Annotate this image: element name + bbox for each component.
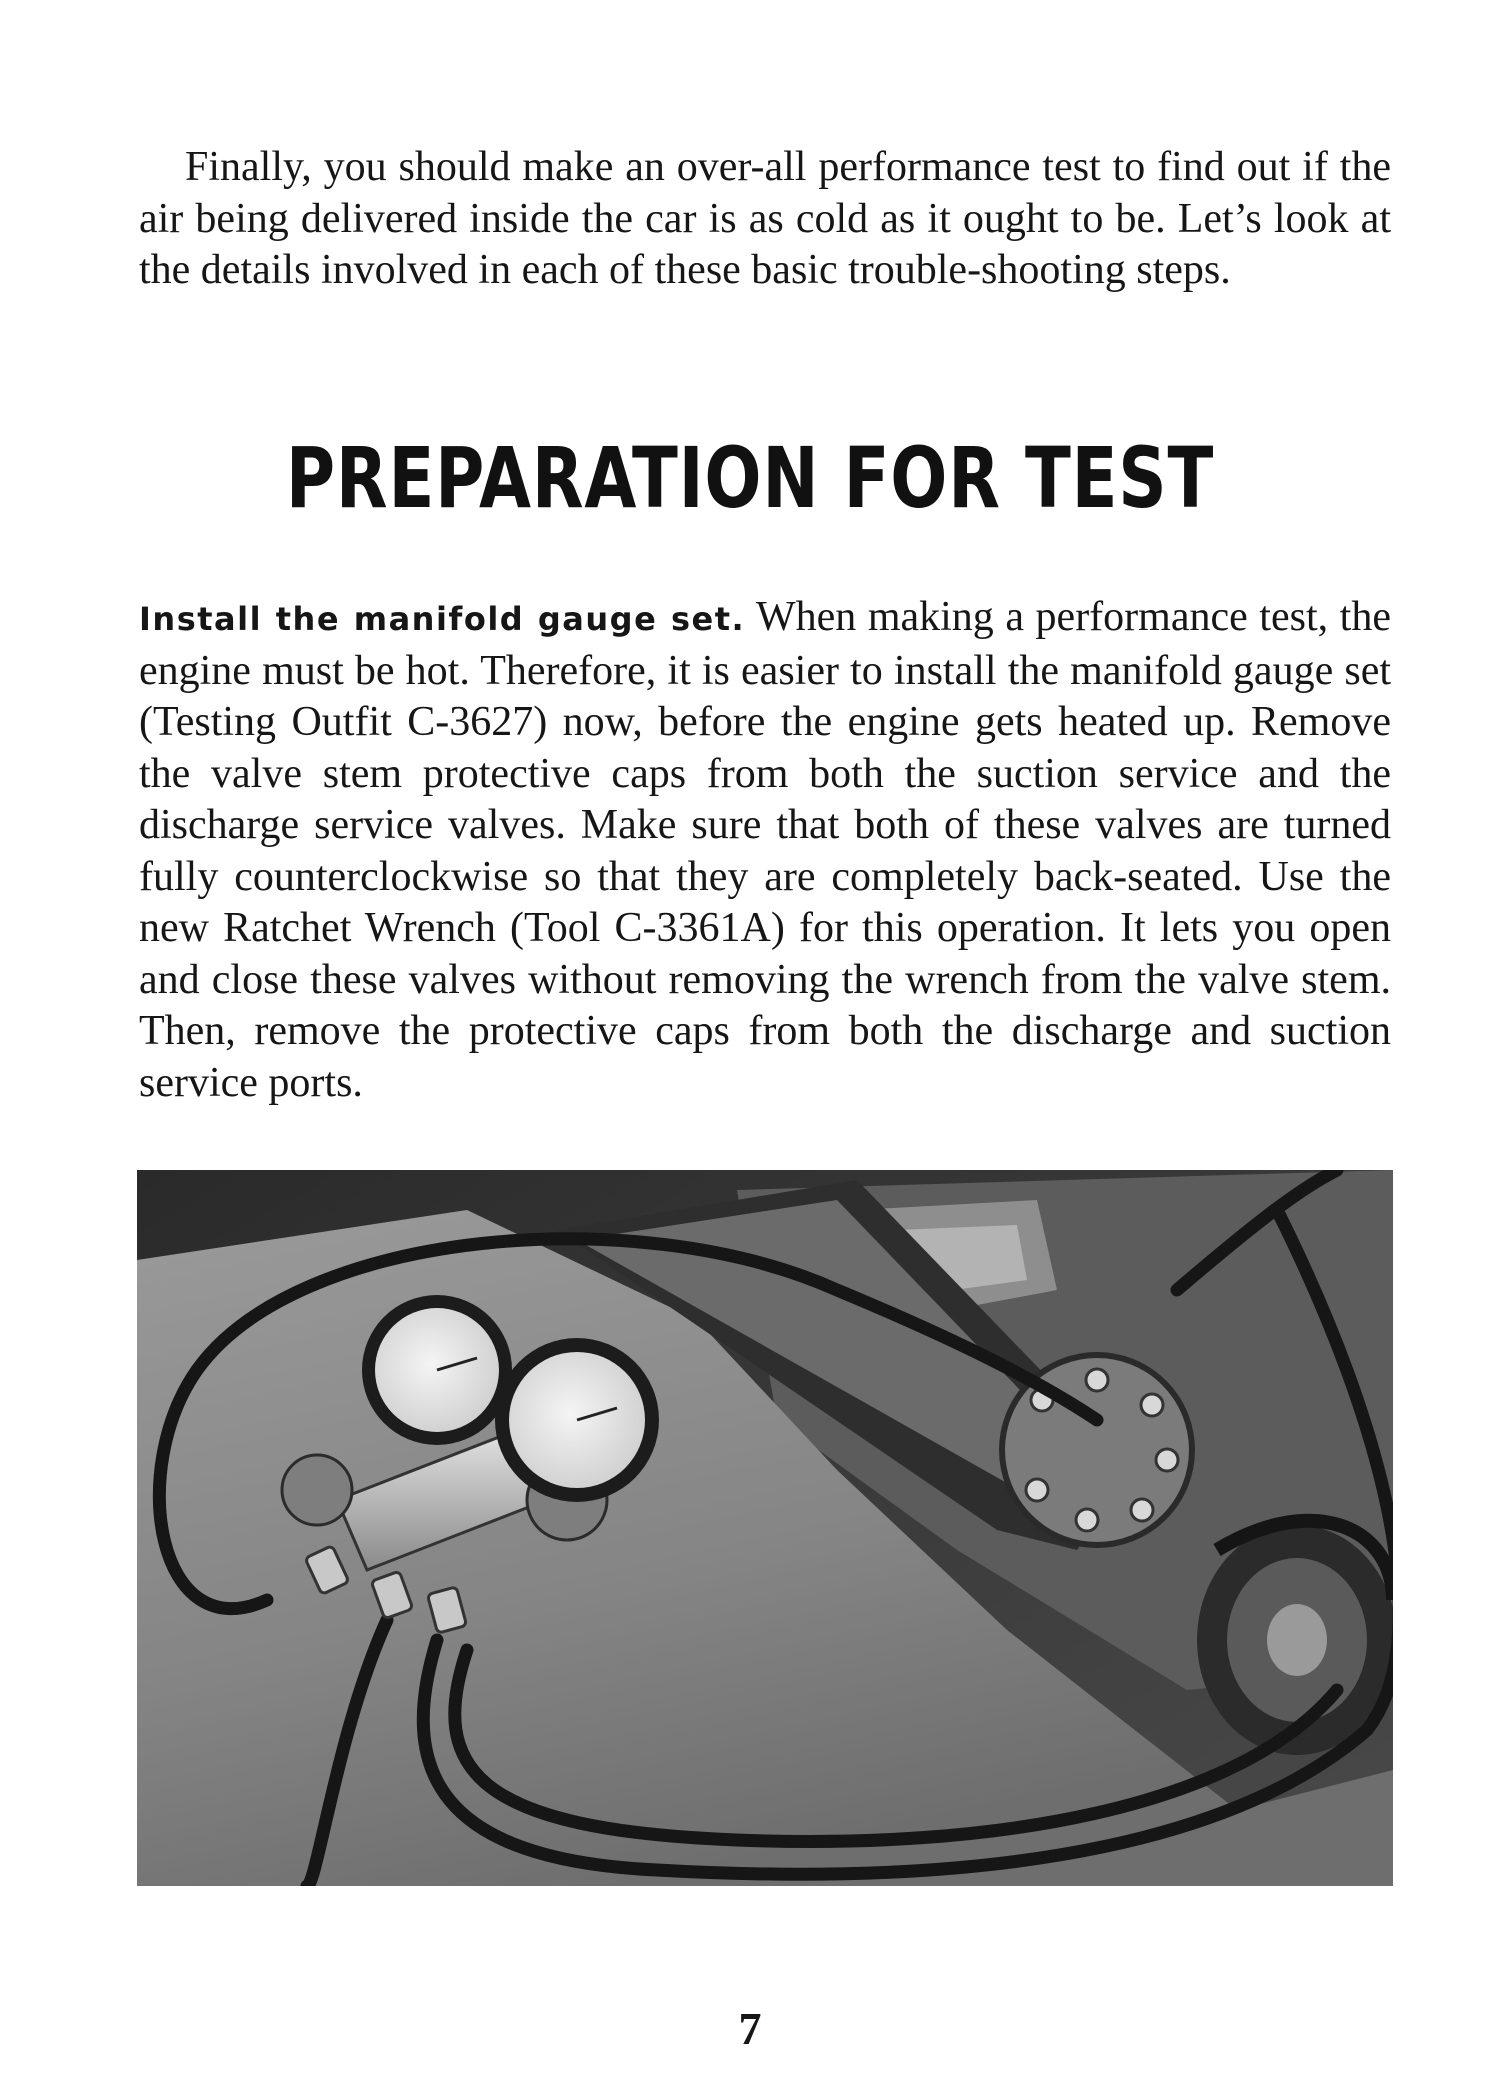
instruction-body: When making a performance test, the engine must be hot. Therefore, it is easier to install the manifold gauge set (Testing Outfit C-3627) now, before the engine gets heated up. Remove the valve stem protective caps from both the suction service and the discharge service valves. Make sure that both of these valves are turned fully counterclockwise so that they are completely back-seated. Use the new Ratchet Wrench (Tool C-3361A) for this operation. It lets you open and close these valves without removing the wrench from the valve stem. Then, remove the protective caps from both the discharge and suction service ports.	[139, 594, 1391, 1106]
page-number: 7	[738, 2003, 762, 2054]
instruction-lead-in: Install the manifold gauge set.	[139, 600, 746, 638]
instruction-paragraph	[139, 592, 1391, 1109]
manifold-gauge-set-photo	[137, 1170, 1393, 1886]
intro-paragraph	[139, 142, 1391, 297]
intro-text: Finally, you should make an over-all performance test to find out if the air being delivered inside the car is as cold as it ought to be. Let’s look at the details involved in each of these basic trouble-shooting steps.	[139, 144, 1391, 293]
section-heading: PREPARATION FOR TEST	[285, 429, 1215, 527]
